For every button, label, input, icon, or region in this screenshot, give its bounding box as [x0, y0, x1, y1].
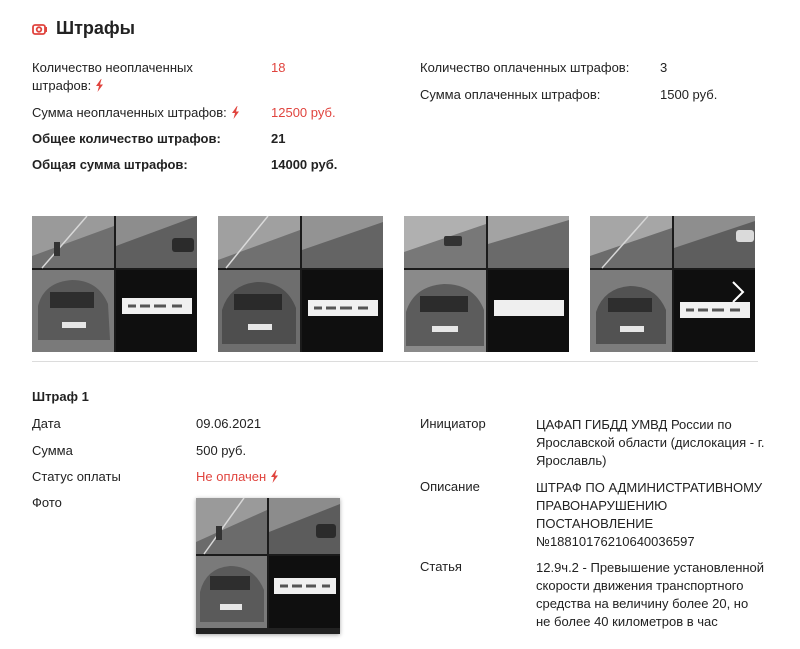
lightning-icon	[95, 79, 104, 92]
camera-icon	[32, 21, 48, 37]
unpaid-count-label: Количество неоплаченных штрафов:	[32, 60, 193, 93]
paid-sum-value: 1500 руб.	[660, 87, 718, 102]
description-label: Описание	[420, 479, 480, 494]
sum-label: Сумма	[32, 443, 73, 458]
photo-label: Фото	[32, 495, 62, 510]
unpaid-sum-value: 12500 руб.	[271, 105, 336, 120]
total-sum-value: 14000 руб.	[271, 157, 338, 172]
photo-gallery	[32, 216, 758, 352]
fine-photo[interactable]	[196, 498, 340, 634]
unpaid-count-value: 18	[271, 60, 286, 75]
article-value: 12.9ч.2 - Превышение установленной скорости движения транспортного средства на величину более 20, но не более 40 километров в час	[536, 560, 765, 629]
status-value: Не оплачен	[196, 469, 279, 484]
fine-title: Штраф 1	[32, 389, 89, 404]
article-label: Статья	[420, 559, 462, 574]
paid-sum-label: Сумма оплаченных штрафов:	[420, 87, 601, 102]
description-value: ШТРАФ ПО АДМИНИСТРАТИВНОМУ ПРАВОНАРУШЕНИЮ ПОСТАНОВЛЕНИЕ №18810176210640036597	[536, 480, 763, 549]
gallery-photo[interactable]	[404, 216, 569, 352]
paid-count-label: Количество оплаченных штрафов:	[420, 60, 630, 75]
lightning-icon	[231, 106, 240, 119]
date-value: 09.06.2021	[196, 416, 262, 431]
divider	[32, 361, 758, 362]
page-title: Штрафы	[56, 18, 136, 38]
total-count-value: 21	[271, 131, 286, 146]
total-sum-label: Общая сумма штрафов:	[32, 157, 188, 172]
initiator-label: Инициатор	[420, 416, 486, 431]
chevron-right-icon[interactable]	[728, 279, 748, 305]
gallery-photo[interactable]	[32, 216, 197, 352]
status-label: Статус оплаты	[32, 469, 121, 484]
date-label: Дата	[32, 416, 61, 431]
sum-value: 500 руб.	[196, 443, 247, 458]
total-count-label: Общее количество штрафов:	[32, 131, 221, 146]
lightning-icon	[270, 470, 279, 483]
initiator-value: ЦАФАП ГИБДД УМВД России по Ярославской области (дислокация - г. Ярославль)	[536, 417, 765, 468]
gallery-photo[interactable]	[218, 216, 383, 352]
page-header	[32, 18, 135, 39]
paid-count-value: 3	[660, 60, 668, 75]
unpaid-sum-label: Сумма неоплаченных штрафов:	[32, 104, 240, 122]
